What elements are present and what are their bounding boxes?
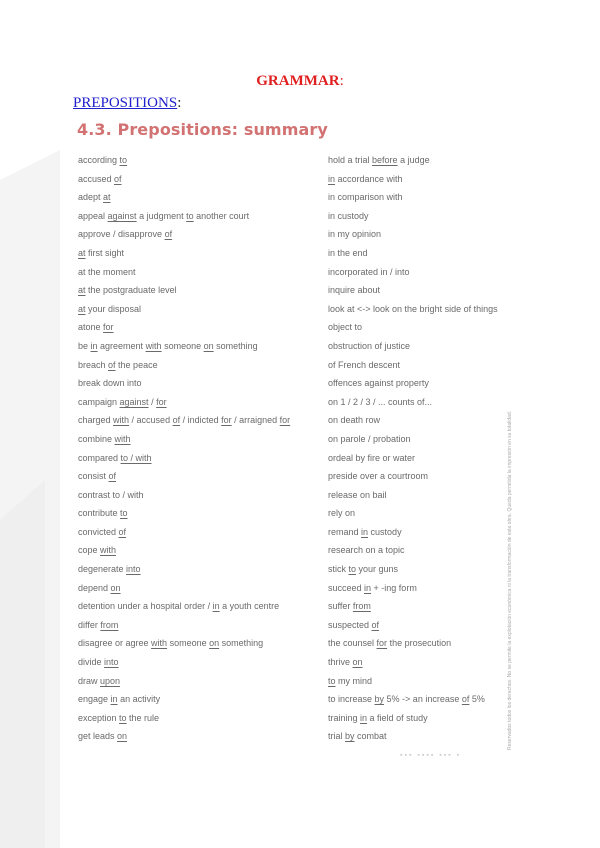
phrase-text: agreement	[97, 340, 146, 351]
list-item	[78, 207, 323, 226]
phrase-text: trial	[328, 731, 346, 742]
preposition: in	[361, 526, 369, 537]
list-item	[328, 597, 504, 616]
subheading	[73, 95, 181, 112]
preposition: for	[103, 322, 114, 333]
list-item	[78, 411, 323, 430]
phrase-text: differ	[78, 619, 101, 630]
list-item	[78, 188, 323, 207]
phrase-text: get leads	[78, 731, 118, 742]
phrase-text: appeal	[78, 210, 108, 221]
phrase-text: charged	[78, 415, 114, 426]
phrase-text: / arraigned	[231, 415, 280, 426]
preposition: of	[108, 471, 117, 482]
preposition: in	[364, 582, 372, 593]
heading-colon: :	[339, 73, 344, 89]
phrase-text: combine	[78, 433, 115, 444]
list-item	[78, 523, 323, 542]
phrase-text: a judge	[397, 155, 430, 165]
list-item	[328, 188, 504, 207]
list-item	[78, 170, 323, 189]
list-item	[328, 411, 504, 430]
list-item	[78, 486, 323, 505]
phrase-text: 5%	[469, 694, 485, 705]
phrase-text: hold a trial	[328, 155, 373, 165]
list-item	[328, 356, 504, 375]
preposition: on	[110, 582, 121, 593]
list-item	[78, 393, 323, 412]
list-item	[78, 672, 323, 691]
preposition: for	[279, 415, 291, 426]
list-item	[78, 225, 323, 244]
list-item	[78, 634, 323, 653]
phrase-text: combat	[354, 731, 387, 742]
list-item	[328, 281, 504, 300]
list-item	[328, 430, 504, 449]
preposition: for	[221, 415, 232, 426]
phrase-text: on 1 / 2 / 3 / ... counts of...	[328, 396, 433, 407]
phrase-text: in my opinion	[328, 229, 382, 240]
preposition: upon	[100, 675, 121, 686]
phrase-text: compared	[78, 452, 121, 463]
phrase-text: contribute	[78, 508, 121, 519]
preposition: for	[376, 638, 388, 649]
phrase-text: consist	[78, 471, 109, 482]
list-item	[328, 504, 504, 523]
list-item	[78, 504, 323, 523]
phrase-text: thrive	[328, 657, 353, 668]
phrase-text: exception	[78, 712, 120, 723]
copyright-side-note	[507, 310, 515, 760]
preposition: in	[212, 601, 220, 612]
phrase-text: something	[213, 340, 258, 351]
preposition: of	[118, 526, 127, 537]
list-item	[328, 634, 504, 653]
phrase-text: degenerate	[78, 564, 127, 575]
preposition: of	[172, 415, 181, 426]
phrase-text: to increase	[328, 694, 375, 705]
phrase-text: adept	[78, 192, 104, 203]
phrase-text: release on bail	[328, 489, 387, 500]
phrase-text: obstruction of justice	[328, 340, 411, 351]
list-item	[328, 244, 504, 263]
phrase-text: first sight	[85, 247, 125, 258]
preposition: at	[78, 247, 86, 258]
phrase-text: offences against property	[328, 378, 429, 389]
phrase-text: / accused	[129, 415, 173, 426]
list-item	[328, 560, 504, 579]
preposition: at	[103, 192, 111, 203]
phrase-text: + -ing form	[371, 582, 417, 593]
phrase-text: depend	[78, 582, 111, 593]
phrase-text: approve / disapprove	[78, 229, 165, 240]
list-item	[78, 356, 323, 375]
preposition: against	[107, 210, 137, 221]
preposition: of	[108, 359, 116, 370]
phrase-text: engage	[78, 694, 111, 705]
list-item	[328, 579, 504, 598]
preposition: from	[100, 619, 119, 630]
phrase-text: another court	[193, 210, 250, 221]
preposition: to	[328, 675, 336, 686]
phrase-text: the postgraduate level	[85, 285, 177, 296]
phrase-text: object to	[328, 322, 363, 333]
phrase-text: custody	[368, 526, 402, 537]
preposition: before	[372, 155, 398, 165]
preposition: of	[371, 619, 380, 630]
copyright-text: Reservados todos los derechos. No se permite la explotación económica ni la transformación de esta obra. Queda permitida la impresión en su totalidad.	[507, 410, 513, 750]
right-preposition-list	[328, 151, 504, 746]
list-item	[78, 281, 323, 300]
preposition: from	[352, 601, 371, 612]
list-item	[78, 653, 323, 672]
preposition: at	[78, 285, 86, 296]
preposition: to	[186, 210, 194, 221]
left-preposition-list	[78, 151, 323, 746]
subheading-link[interactable]: PREPOSITIONS	[73, 95, 178, 111]
phrase-text: at the moment	[78, 266, 136, 277]
phrase-text: atone	[78, 322, 104, 333]
preposition: of	[114, 173, 122, 184]
phrase-text: preside over a courtroom	[328, 471, 429, 482]
list-item	[78, 151, 323, 170]
phrase-text: your disposal	[85, 303, 142, 314]
list-item	[78, 541, 323, 560]
heading-text: GRAMMAR	[256, 73, 340, 89]
list-item	[78, 374, 323, 393]
phrase-text: a youth centre	[219, 601, 280, 612]
subheading-colon: :	[177, 95, 182, 111]
phrase-text: suspected	[328, 619, 372, 630]
phrase-text: disagree or agree	[78, 638, 152, 649]
phrase-text: your guns	[356, 564, 399, 575]
phrase-text: training	[328, 712, 361, 723]
preposition: to / with	[120, 452, 152, 463]
phrase-text: be	[78, 340, 91, 351]
phrase-text: contrast to / with	[78, 489, 144, 500]
preposition: to	[348, 564, 357, 575]
phrase-text: ordeal by fire or water	[328, 452, 416, 463]
preposition: on	[203, 340, 214, 351]
phrase-text: detention under a hospital order /	[78, 601, 213, 612]
phrase-text: the prosecution	[387, 638, 452, 649]
phrase-text: accordance with	[335, 173, 403, 184]
list-item	[78, 430, 323, 449]
preposition: with	[114, 433, 131, 444]
list-item	[78, 727, 323, 746]
list-item	[328, 393, 504, 412]
preposition: by	[374, 694, 385, 705]
list-item	[328, 263, 504, 282]
list-item	[78, 467, 323, 486]
list-item	[328, 170, 504, 189]
phrase-text: look at <-> look on the bright side of things	[328, 303, 498, 314]
list-item	[78, 560, 323, 579]
list-item	[328, 653, 504, 672]
phrase-text: something	[219, 638, 264, 649]
preposition: to	[119, 712, 127, 723]
list-item	[78, 244, 323, 263]
phrase-text: breach	[78, 359, 109, 370]
phrase-text: incorporated in / into	[328, 266, 410, 277]
phrase-text: an activity	[117, 694, 161, 705]
list-item	[328, 374, 504, 393]
list-item	[328, 225, 504, 244]
list-item	[78, 709, 323, 728]
preposition: on	[352, 657, 363, 668]
list-item	[328, 616, 504, 635]
list-item	[78, 263, 323, 282]
phrase-text: suffer	[328, 601, 353, 612]
list-item	[328, 523, 504, 542]
list-item	[328, 337, 504, 356]
list-item	[78, 318, 323, 337]
preposition: of	[164, 229, 173, 240]
footer-mark: ▪▪▪ ▪▪▪▪ ▪▪▪ ▪	[400, 752, 462, 759]
phrase-text: accused	[78, 173, 115, 184]
phrase-text: rely on	[328, 508, 356, 519]
phrase-text: the peace	[115, 359, 158, 370]
list-item	[328, 300, 504, 319]
preposition: in	[110, 694, 118, 705]
phrase-text: in the end	[328, 247, 368, 258]
list-item	[328, 467, 504, 486]
phrase-text: on parole / probation	[328, 433, 411, 444]
section-title: 4.3. Prepositions: summary	[77, 120, 328, 139]
list-item	[328, 541, 504, 560]
list-item	[78, 579, 323, 598]
preposition: in	[328, 173, 336, 184]
list-item	[78, 449, 323, 468]
list-item	[78, 616, 323, 635]
list-item	[328, 690, 504, 709]
phrase-text: / indicted	[180, 415, 222, 426]
preposition: with	[100, 545, 117, 556]
list-item	[78, 337, 323, 356]
phrase-text: according	[78, 155, 120, 165]
phrase-text: my mind	[335, 675, 373, 686]
phrase-text: of French descent	[328, 359, 401, 370]
preposition: at	[78, 303, 86, 314]
phrase-text: remand	[328, 526, 362, 537]
phrase-text: someone	[161, 340, 204, 351]
phrase-text: 5% -> an increase	[384, 694, 462, 705]
preposition: with	[113, 415, 130, 426]
phrase-text: /	[148, 396, 157, 407]
phrase-text: divide	[78, 657, 105, 668]
page-heading	[0, 73, 600, 90]
preposition: into	[126, 564, 141, 575]
phrase-text: the counsel	[328, 638, 377, 649]
preposition: into	[104, 657, 119, 668]
list-item	[328, 151, 504, 170]
phrase-text: a field of study	[367, 712, 428, 723]
phrase-text: in custody	[328, 210, 369, 221]
preposition: on	[209, 638, 220, 649]
list-item	[78, 690, 323, 709]
list-item	[328, 672, 504, 691]
preposition: for	[156, 396, 167, 407]
phrase-text: break down into	[78, 378, 142, 389]
phrase-text: stick	[328, 564, 349, 575]
preposition: with	[145, 340, 162, 351]
preposition: against	[119, 396, 149, 407]
phrase-text: cope	[78, 545, 101, 556]
preposition: with	[151, 638, 168, 649]
list-item	[328, 207, 504, 226]
phrase-text: inquire about	[328, 285, 381, 296]
list-item	[328, 727, 504, 746]
phrase-text: a judgment	[136, 210, 187, 221]
phrase-text: the rule	[126, 712, 160, 723]
phrase-text: someone	[167, 638, 210, 649]
list-item	[78, 597, 323, 616]
phrase-text: in comparison with	[328, 192, 403, 203]
preposition: of	[461, 694, 470, 705]
list-item	[328, 318, 504, 337]
preposition: in	[90, 340, 98, 351]
list-item	[328, 449, 504, 468]
phrase-text: on death row	[328, 415, 381, 426]
list-item	[78, 300, 323, 319]
preposition: by	[345, 731, 355, 742]
list-item	[328, 709, 504, 728]
preposition: on	[117, 731, 128, 742]
preposition: to	[120, 508, 128, 519]
phrase-text: research on a topic	[328, 545, 405, 556]
phrase-text: campaign	[78, 396, 120, 407]
phrase-text: convicted	[78, 526, 119, 537]
list-item	[328, 486, 504, 505]
preposition: to	[119, 155, 128, 165]
phrase-text: succeed	[328, 582, 365, 593]
phrase-text: draw	[78, 675, 101, 686]
preposition: in	[360, 712, 368, 723]
